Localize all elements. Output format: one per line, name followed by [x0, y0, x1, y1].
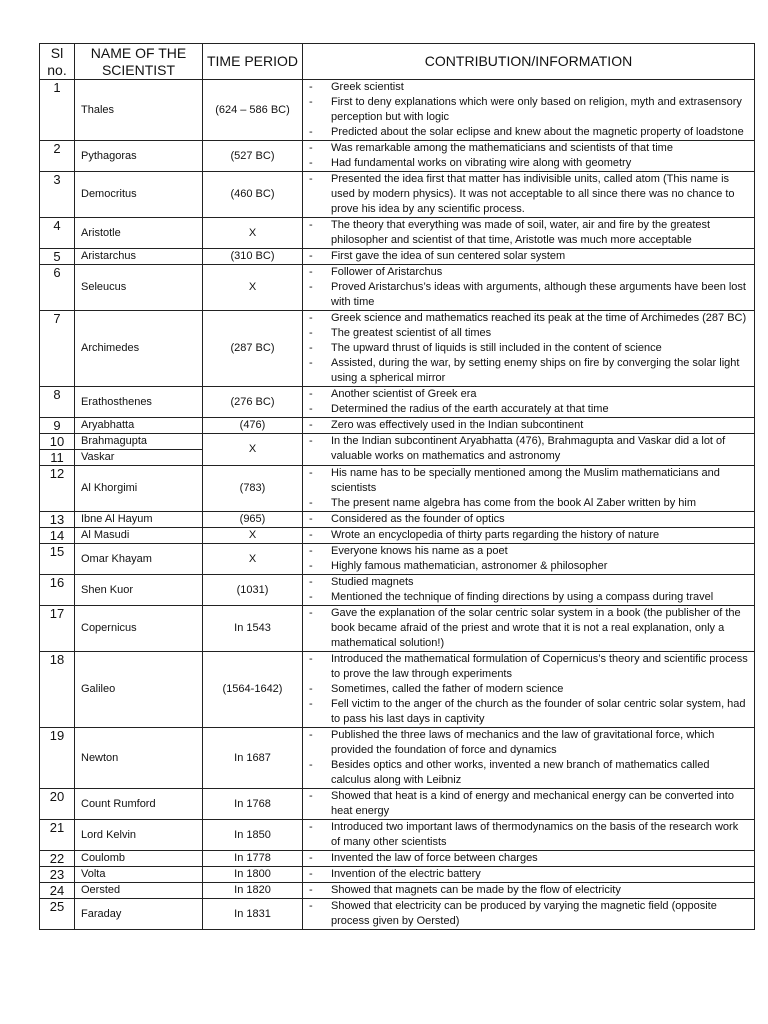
row-serial-number: 17 [40, 606, 75, 652]
time-period: X [203, 544, 303, 575]
contribution-list [303, 883, 748, 898]
contribution-info [303, 851, 755, 867]
contribution-info [303, 883, 755, 899]
table-row [40, 867, 755, 883]
time-period: (783) [203, 466, 303, 512]
time-period: (310 BC) [203, 249, 303, 265]
row-serial-number: 9 [40, 418, 75, 434]
row-serial-number: 1 [40, 80, 75, 141]
table-row [40, 141, 755, 172]
contribution-item: - Published the three laws of mechanics and the law of gravitational force, which provided the foundation of force and dynamics [303, 728, 748, 758]
contribution-item: - Showed that electricity can be produced by varying the magnetic field (opposite process given by Oersted) [303, 899, 748, 929]
row-serial-number: 22 [40, 851, 75, 867]
scientist-name: Vaskar [75, 450, 203, 466]
table-row [40, 434, 755, 450]
contribution-info [303, 418, 755, 434]
table-row [40, 466, 755, 512]
contribution-item: - Another scientist of Greek era [303, 387, 748, 402]
contribution-list [303, 387, 748, 417]
time-period: (527 BC) [203, 141, 303, 172]
scientist-name: Ibne Al Hayum [75, 512, 203, 528]
table-row [40, 512, 755, 528]
contribution-item: - Greek science and mathematics reached its peak at the time of Archimedes (287 BC) [303, 311, 748, 326]
contribution-item: - Wrote an encyclopedia of thirty parts regarding the history of nature [303, 528, 748, 543]
table-row [40, 789, 755, 820]
table-row [40, 80, 755, 141]
time-period: In 1850 [203, 820, 303, 851]
contribution-info [303, 606, 755, 652]
row-serial-number: 8 [40, 387, 75, 418]
contribution-item: - Predicted about the solar eclipse and knew about the magnetic property of loadstone [303, 125, 748, 140]
contribution-item: - Mentioned the technique of finding directions by using a compass during travel [303, 590, 748, 605]
scientist-name: Erathosthenes [75, 387, 203, 418]
scientist-name: Faraday [75, 899, 203, 930]
time-period: (476) [203, 418, 303, 434]
contribution-list [303, 141, 748, 171]
contribution-item: - Zero was effectively used in the Indian subcontinent [303, 418, 748, 433]
time-period: X [203, 434, 303, 466]
contribution-list [303, 265, 748, 310]
contribution-list [303, 466, 748, 511]
time-period: (624 – 586 BC) [203, 80, 303, 141]
scientists-table [39, 43, 755, 930]
contribution-item: - Had fundamental works on vibrating wire along with geometry [303, 156, 748, 171]
contribution-list [303, 606, 748, 651]
time-period: (276 BC) [203, 387, 303, 418]
contribution-item: - Showed that heat is a kind of energy and mechanical energy can be converted into heat energy [303, 789, 748, 819]
contribution-info [303, 265, 755, 311]
time-period: In 1543 [203, 606, 303, 652]
row-serial-number: 14 [40, 528, 75, 544]
table-row [40, 899, 755, 930]
table-row [40, 172, 755, 218]
contribution-info [303, 528, 755, 544]
table-body [40, 80, 755, 930]
contribution-list [303, 172, 748, 217]
contribution-item: - First to deny explanations which were only based on religion, myth and extrasensory perception but with logic [303, 95, 748, 125]
row-serial-number: 21 [40, 820, 75, 851]
header-sl: Sl no. [40, 44, 75, 80]
table-row [40, 544, 755, 575]
contribution-item: - Studied magnets [303, 575, 748, 590]
scientist-name: Coulomb [75, 851, 203, 867]
contribution-list [303, 249, 748, 264]
table-row [40, 883, 755, 899]
time-period: (965) [203, 512, 303, 528]
contribution-list [303, 218, 748, 248]
row-serial-number: 10 [40, 434, 75, 450]
row-serial-number: 20 [40, 789, 75, 820]
time-period: In 1778 [203, 851, 303, 867]
contribution-item: - The present name algebra has come from the book Al Zaber written by him [303, 496, 748, 511]
scientist-name: Al Masudi [75, 528, 203, 544]
contribution-item: - Highly famous mathematician, astronomer & philosopher [303, 559, 748, 574]
contribution-list [303, 512, 748, 527]
time-period: (1564-1642) [203, 652, 303, 728]
contribution-info [303, 141, 755, 172]
row-serial-number: 16 [40, 575, 75, 606]
contribution-item: - Everyone knows his name as a poet [303, 544, 748, 559]
contribution-info [303, 575, 755, 606]
scientist-name: Seleucus [75, 265, 203, 311]
row-serial-number: 4 [40, 218, 75, 249]
row-serial-number: 12 [40, 466, 75, 512]
contribution-item: - The upward thrust of liquids is still included in the content of science [303, 341, 748, 356]
contribution-list [303, 652, 748, 727]
scientist-name: Oersted [75, 883, 203, 899]
contribution-item: - Invented the law of force between charges [303, 851, 748, 866]
contribution-item: - Besides optics and other works, invented a new branch of mathematics called calculus along with Leibniz [303, 758, 748, 788]
row-serial-number: 18 [40, 652, 75, 728]
time-period: X [203, 528, 303, 544]
scientist-name: Volta [75, 867, 203, 883]
row-serial-number: 23 [40, 867, 75, 883]
contribution-info [303, 544, 755, 575]
table-row [40, 652, 755, 728]
contribution-list [303, 851, 748, 866]
row-serial-number: 2 [40, 141, 75, 172]
contribution-item: - Invention of the electric battery [303, 867, 748, 882]
scientist-name: Aryabhatta [75, 418, 203, 434]
contribution-list [303, 867, 748, 882]
contribution-item: - Fell victim to the anger of the church as the founder of solar centric solar system, had to pass his last days in captivity [303, 697, 748, 727]
contribution-info [303, 466, 755, 512]
time-period: (1031) [203, 575, 303, 606]
row-serial-number: 19 [40, 728, 75, 789]
table-row [40, 851, 755, 867]
header-name: NAME OF THE SCIENTIST [75, 44, 203, 80]
contribution-info [303, 867, 755, 883]
table-row [40, 311, 755, 387]
contribution-list [303, 544, 748, 574]
row-serial-number: 5 [40, 249, 75, 265]
row-serial-number: 13 [40, 512, 75, 528]
contribution-list [303, 728, 748, 788]
row-serial-number: 25 [40, 899, 75, 930]
time-period: In 1687 [203, 728, 303, 789]
contribution-info [303, 387, 755, 418]
scientist-name: Galileo [75, 652, 203, 728]
table-row [40, 265, 755, 311]
contribution-item: - Introduced the mathematical formulation of Copernicus’s theory and scientific process to prove the law through experiments [303, 652, 748, 682]
contribution-item: - The greatest scientist of all times [303, 326, 748, 341]
contribution-info [303, 820, 755, 851]
table-row [40, 218, 755, 249]
scientist-name: Brahmagupta [75, 434, 203, 450]
contribution-list [303, 80, 748, 140]
scientist-name: Newton [75, 728, 203, 789]
table-row [40, 528, 755, 544]
contribution-item: - Sometimes, called the father of modern science [303, 682, 748, 697]
scientist-name: Pythagoras [75, 141, 203, 172]
contribution-item: - His name has to be specially mentioned among the Muslim mathematicians and scientists [303, 466, 748, 496]
contribution-info [303, 899, 755, 930]
scientist-name: Archimedes [75, 311, 203, 387]
scientist-name: Thales [75, 80, 203, 141]
scientist-name: Al Khorgimi [75, 466, 203, 512]
contribution-item: - Considered as the founder of optics [303, 512, 748, 527]
table-row [40, 387, 755, 418]
scientist-name: Omar Khayam [75, 544, 203, 575]
contribution-item: - Gave the explanation of the solar centric solar system in a book (the publisher of the book became afraid of the priest and wrote that it is not a real explanation, only a mathematical solution!) [303, 606, 748, 651]
contribution-list [303, 789, 748, 819]
table-row [40, 820, 755, 851]
contribution-item: - Proved Aristarchus’s ideas with arguments, although these arguments have been lost with time [303, 280, 748, 310]
table-row [40, 249, 755, 265]
time-period: In 1831 [203, 899, 303, 930]
contribution-item: - Determined the radius of the earth accurately at that time [303, 402, 748, 417]
header-time: TIME PERIOD [203, 44, 303, 80]
contribution-list [303, 311, 748, 386]
row-serial-number: 15 [40, 544, 75, 575]
contribution-info [303, 652, 755, 728]
scientist-name: Copernicus [75, 606, 203, 652]
table-row [40, 418, 755, 434]
contribution-item: - Showed that magnets can be made by the flow of electricity [303, 883, 748, 898]
contribution-item: - In the Indian subcontinent Aryabhatta (476), Brahmagupta and Vaskar did a lot of valuable works on mathematics and astronomy [303, 434, 748, 464]
table-row [40, 728, 755, 789]
contribution-info [303, 80, 755, 141]
row-serial-number: 7 [40, 311, 75, 387]
contribution-info [303, 172, 755, 218]
scientist-name: Shen Kuor [75, 575, 203, 606]
scientist-name: Aristotle [75, 218, 203, 249]
contribution-info [303, 434, 755, 466]
contribution-item: - Assisted, during the war, by setting enemy ships on fire by converging the solar light using a spherical mirror [303, 356, 748, 386]
scientist-name: Count Rumford [75, 789, 203, 820]
contribution-list [303, 575, 748, 605]
time-period: X [203, 218, 303, 249]
contribution-info [303, 728, 755, 789]
contribution-item: - First gave the idea of sun centered solar system [303, 249, 748, 264]
time-period: In 1768 [203, 789, 303, 820]
time-period: In 1820 [203, 883, 303, 899]
contribution-info [303, 218, 755, 249]
row-serial-number: 6 [40, 265, 75, 311]
contribution-list [303, 899, 748, 929]
header-row [40, 44, 755, 80]
scientist-name: Lord Kelvin [75, 820, 203, 851]
time-period: In 1800 [203, 867, 303, 883]
row-serial-number: 3 [40, 172, 75, 218]
scientist-name: Democritus [75, 172, 203, 218]
contribution-list [303, 528, 748, 543]
contribution-item: - The theory that everything was made of soil, water, air and fire by the greatest philosopher and scientist of that time, Aristotle was much more acceptable [303, 218, 748, 248]
time-period: (460 BC) [203, 172, 303, 218]
contribution-item: - Greek scientist [303, 80, 748, 95]
contribution-list [303, 418, 748, 433]
time-period: X [203, 265, 303, 311]
contribution-item: - Was remarkable among the mathematicians and scientists of that time [303, 141, 748, 156]
time-period: (287 BC) [203, 311, 303, 387]
row-serial-number: 24 [40, 883, 75, 899]
contribution-info [303, 789, 755, 820]
table-row [40, 575, 755, 606]
scientist-name: Aristarchus [75, 249, 203, 265]
row-serial-number: 11 [40, 450, 75, 466]
contribution-item: - Presented the idea first that matter has indivisible units, called atom (This name is used by modern physics). It was not acceptable to all since there was no chance to prove his idea by any scientific process. [303, 172, 748, 217]
header-info: CONTRIBUTION/INFORMATION [303, 44, 755, 80]
table-row [40, 606, 755, 652]
contribution-item: - Introduced two important laws of thermodynamics on the basis of the research work of many other scientists [303, 820, 748, 850]
contribution-list [303, 820, 748, 850]
contribution-info [303, 311, 755, 387]
contribution-list [303, 434, 748, 464]
contribution-info [303, 512, 755, 528]
contribution-item: - Follower of Aristarchus [303, 265, 748, 280]
contribution-info [303, 249, 755, 265]
